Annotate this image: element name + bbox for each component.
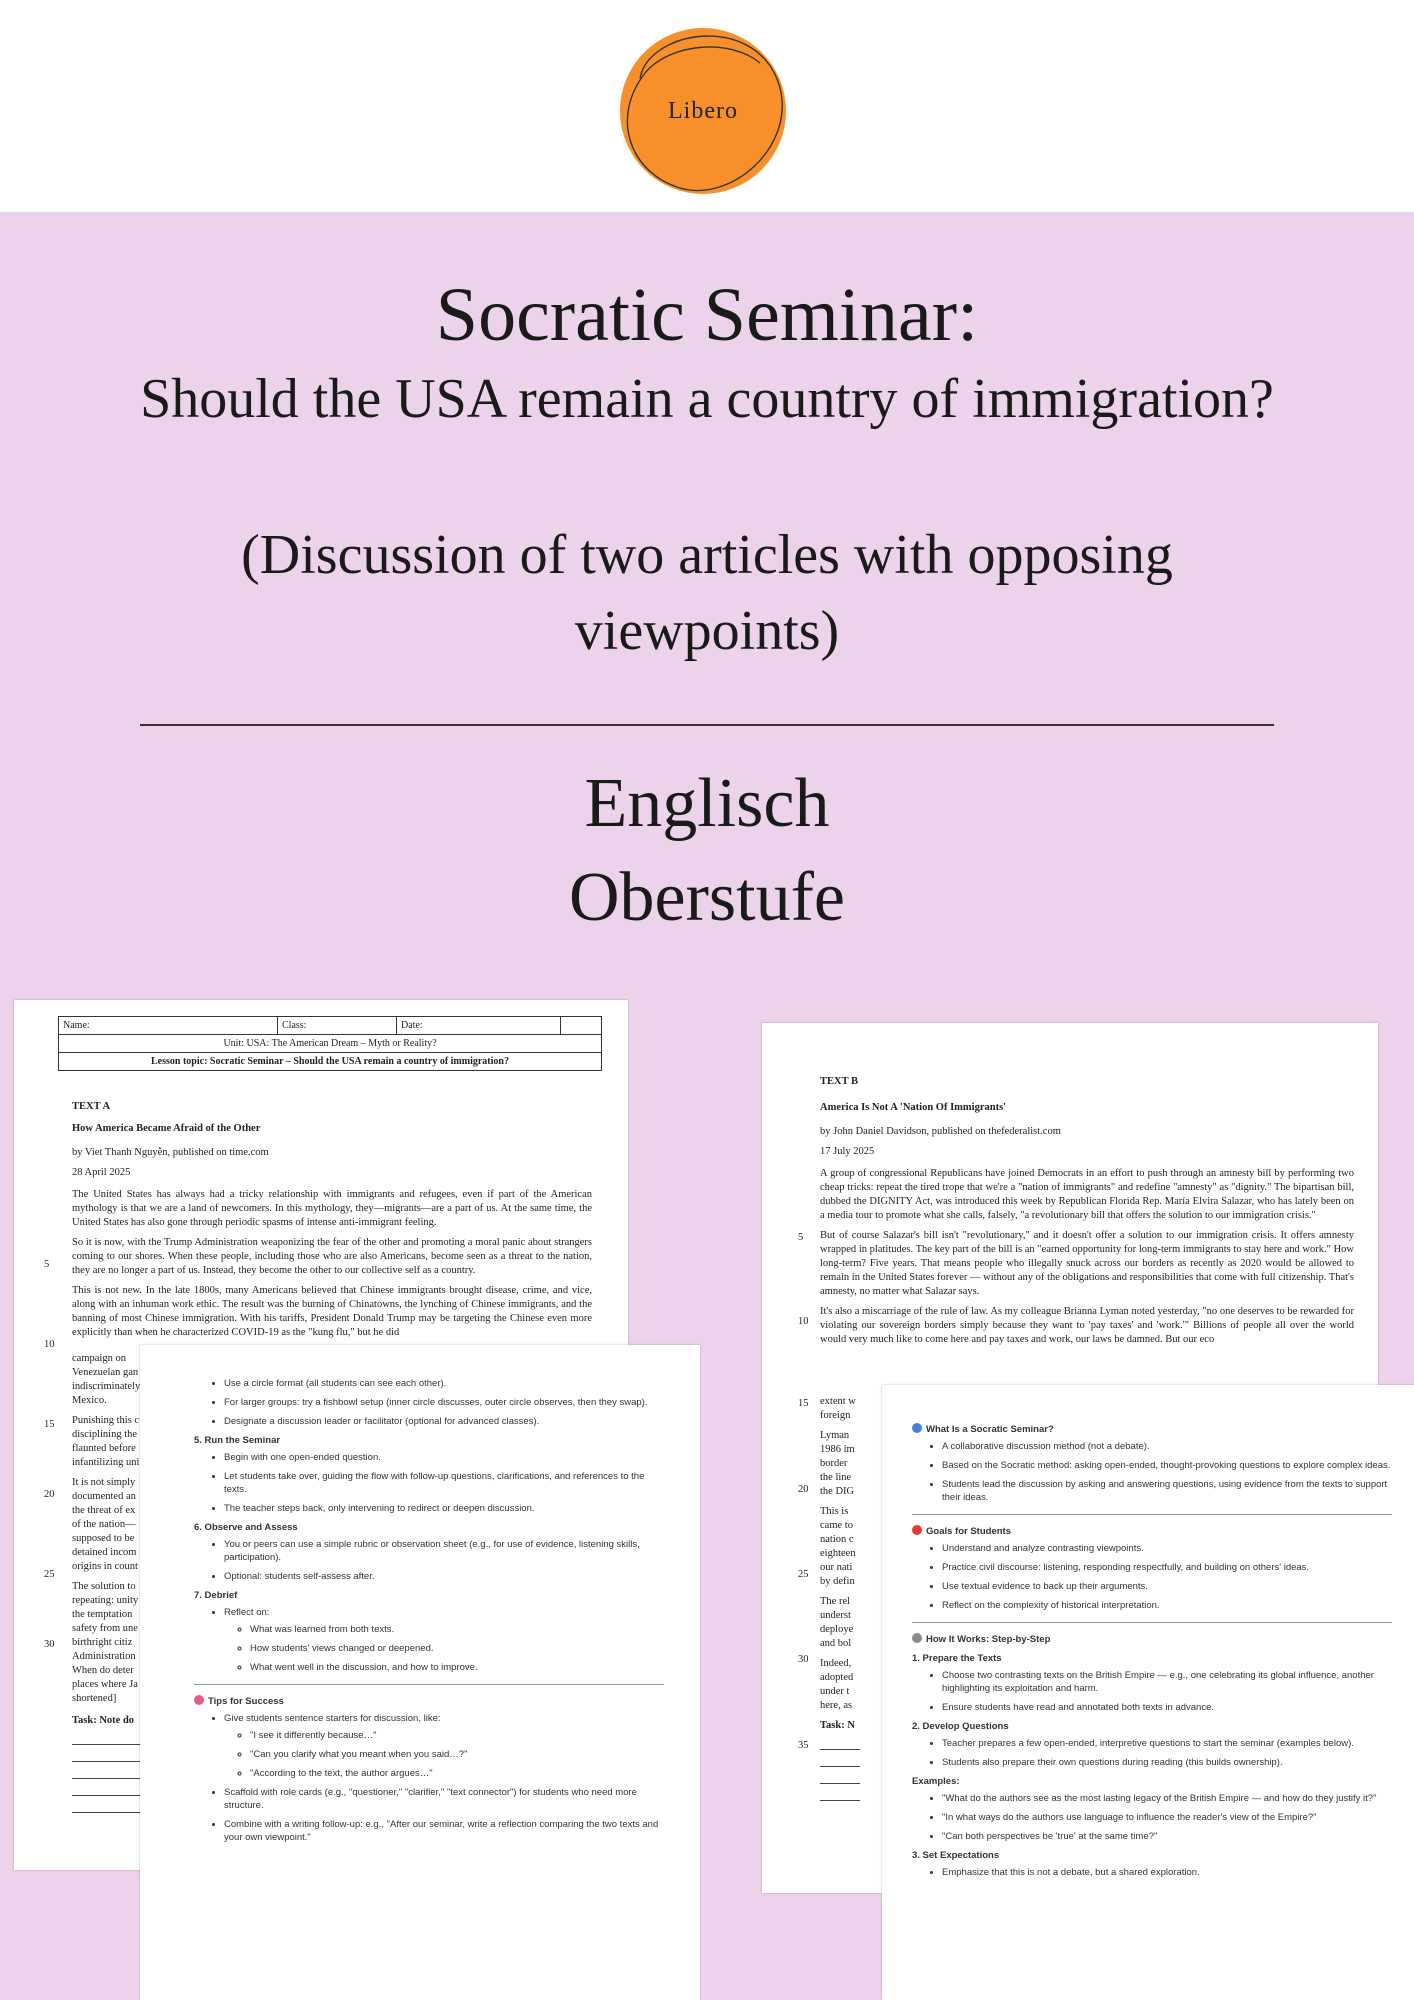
fragment: Mexico. [72,1395,107,1406]
list-item: • Reflect on the complexity of historical interpretation. [942,1599,1392,1612]
target-icon [912,1525,922,1535]
fragment: nation c [820,1534,854,1545]
cover-subject-block [0,757,1414,945]
goals-heading [912,1525,1392,1538]
fragment: disciplining the [72,1429,138,1440]
seminar-guide-page-2 [140,1345,700,2000]
text-a-title: How America Became Afraid of the Other [72,1123,261,1134]
fragment: repeating: unity [72,1595,139,1606]
text-a-date: 28 April 2025 [72,1167,131,1178]
fragment: underst [820,1610,851,1621]
text-b-byline: by John Daniel Davidson, published on thefederalist.com [820,1126,1061,1137]
wrench-icon [912,1633,922,1643]
fragment: indiscriminately [72,1381,141,1392]
step-heading: 1. Prepare the Texts [912,1653,1002,1664]
guide-1-body [912,1417,1392,1885]
goals-title: Goals for Students [926,1526,1011,1537]
line-number: 25 [44,1569,55,1580]
run-list [194,1451,664,1515]
fragment: the temptation [72,1609,133,1620]
answer-line [820,1783,860,1784]
text-b-body [820,1075,1354,1353]
line-number: 30 [798,1654,809,1665]
list-item: • For larger groups: try a fishbowl setup (inner circle discusses, outer circle observes, then they swap). [224,1396,664,1409]
line-number: 15 [44,1419,55,1430]
cover-subtitle: Should the USA remain a country of immigration? [140,368,1274,430]
list-item: • Use a circle format (all students can see each other). [224,1377,664,1390]
fragment: It is not simply [72,1477,136,1488]
fragment: came to [820,1520,853,1531]
fragment: the threat of ex [72,1505,136,1516]
fragment: the DIG [820,1486,855,1497]
magnifier-icon [912,1423,922,1433]
sub-item: ◦ How students' views changed or deepened. [250,1642,664,1655]
text-b-paragraph: It's also a miscarriage of the rule of law. As my colleague Brianna Lyman noted yesterday, "no one deserves to be rewarded for violating our sovereign borders simply because they want to 'pay taxes' and 'work.'" Billions of people all over the world would very much like to come here and pay taxes and work, our laws be damned. But our eco [820,1306,1354,1345]
cover-note-line2: viewpoints) [574,600,840,662]
fragment: The rel [820,1596,851,1607]
list-item-label: Give students sentence starters for discussion, like: [224,1713,441,1724]
what-list [912,1440,1392,1504]
list-item: • Practice civil discourse: listening, responding respectfully, and building on others' ideas. [942,1561,1392,1574]
text-b-date: 17 July 2025 [820,1146,875,1157]
text-b-fragments [820,1395,880,1801]
divider [140,724,1274,726]
fragment: Administration [72,1651,136,1662]
list-item: • Let students take over, guiding the flow with follow-up questions, clarifications, and references to the texts. [224,1470,664,1496]
fragment: campaign on [72,1353,126,1364]
section-heading: 6. Observe and Assess [194,1522,298,1533]
lesson-row: Lesson topic: Socratic Seminar – Should the USA remain a country of immigration? [59,1053,602,1071]
list-item: • Designate a discussion leader or facilitator (optional for advanced classes). [224,1415,664,1428]
section-heading: 7. Debrief [194,1590,238,1601]
text-b-task: Task: N [820,1720,855,1731]
answer-line [820,1749,860,1750]
fragment: deploye [820,1624,854,1635]
goals-list [912,1542,1392,1612]
line-number: 30 [44,1639,55,1650]
cover-subject: Englisch [584,765,830,842]
examples-list [912,1792,1392,1843]
fragment: our nati [820,1562,853,1573]
fragment: by defin [820,1576,855,1587]
text-b-paragraph: But of course Salazar's bill isn't "revolutionary," and it doesn't offer a solution to our immigration crisis. It offers amnesty wrapped in platitudes. The key part of the bill is an "earned opportunity for long-term immigrants to stay here and work." How long-term? Five years. That means people who illegally snuck across our borders as recently as 2020 would be allowed to remain in the United States forever — without any of the obligations and responsibilities that come with full citizenship. That's amnesty, no matter what Salazar says. [820,1230,1354,1297]
tips-list [194,1712,664,1844]
guide-2-body [194,1375,664,1850]
seminar-guide-page-1 [882,1385,1414,2000]
sub-item: ◦ "According to the text, the author argues…" [250,1767,664,1780]
fragment: When do deter [72,1665,134,1676]
fragment: birthright citiz [72,1637,133,1648]
fragment: origins in count [72,1561,138,1572]
cover-note [0,517,1414,669]
line-number: 10 [798,1316,809,1327]
list-item: • A collaborative discussion method (not a debate). [942,1440,1392,1453]
list-item: • Ensure students have read and annotated both texts in advance. [942,1701,1392,1714]
fragment: documented an [72,1491,136,1502]
text-a-paragraph: So it is now, with the Trump Administration weaponizing the fear of the other and promoting a moral panic about strangers coming to our shores. When these people, including those who are also Americans, become seen as a threat to the nation, they are no longer a part of us. Instead, they become the other to our collective self as a country. [72,1237,592,1276]
fragment: places where Ja [72,1679,138,1690]
text-b-title: America Is Not A 'Nation Of Immigrants' [820,1102,1007,1113]
fragment: safety from une [72,1623,138,1634]
line-number: 5 [798,1232,804,1243]
sub-item: ◦ "Can you clarify what you meant when you said…?" [250,1748,664,1761]
debrief-sublist [224,1623,664,1674]
step2-list [912,1737,1392,1769]
line-number: 25 [798,1569,809,1580]
sub-item: ◦ What went well in the discussion, and how to improve. [250,1661,664,1674]
date-field: Date: [397,1017,561,1035]
list-item: • "What do the authors see as the most lasting legacy of the British Empire — and how do they justify it?" [942,1792,1392,1805]
fragment: and bol [820,1638,852,1649]
divider [912,1622,1392,1623]
divider [194,1684,664,1685]
answer-line [820,1800,860,1801]
fragment: Venezuelan gan [72,1367,139,1378]
list-item: • Choose two contrasting texts on the British Empire — e.g., one celebrating its global influence, another highlighting its exploitation and harm. [942,1669,1392,1695]
debrief-list [194,1606,664,1674]
worksheet-header-table [58,1016,602,1071]
what-title: What Is a Socratic Seminar? [926,1424,1054,1435]
fragment: border [820,1458,848,1469]
blank-field [561,1017,602,1035]
fragment: shortened] [72,1693,117,1704]
text-a-task: Task: Note do [72,1715,135,1726]
line-number: 5 [44,1259,50,1270]
list-item: • Teacher prepares a few open-ended, interpretive questions to start the seminar (examples below). [942,1737,1392,1750]
list-item: • Use textual evidence to back up their arguments. [942,1580,1392,1593]
list-item: • "Can both perspectives be 'true' at the same time?" [942,1830,1392,1843]
fragment: detained incom [72,1547,137,1558]
fragment: The solution to [72,1581,136,1592]
list-item: • Based on the Socratic method: asking open-ended, thought-provoking questions to explore complex ideas. [942,1459,1392,1472]
list-item: • Students lead the discussion by asking and answering questions, using evidence from the texts to support their ideas. [942,1478,1392,1504]
fragment: infantilizing uni [72,1457,140,1468]
line-number: 35 [798,1740,809,1751]
unit-row: Unit: USA: The American Dream – Myth or Reality? [59,1035,602,1053]
tips-title: Tips for Success [208,1696,284,1707]
fragment: Punishing this c [72,1415,140,1426]
fragment: eighteen [820,1548,856,1559]
fragment: 1986 im [820,1444,855,1455]
section-heading: 5. Run the Seminar [194,1435,281,1446]
sub-item: ◦ "I see it differently because…" [250,1729,664,1742]
step1-list [912,1669,1392,1714]
fragment: extent w [820,1396,856,1407]
setup-list [194,1377,664,1428]
text-b-paragraph: A group of congressional Republicans have joined Democrats in an effort to push through an amnesty bill by performing two cheap tricks: repeat the tired trope that we're a "nation of immigrants" and redefine "amnesty" as "dignity." The bipartisan bill, dubbed the DIGNITY Act, was introduced this week by Republican Florida Rep. María Elvira Salazar, who has lately been on a media tour to promote what she calls, falsely, "a revolutionary bill that offers the solution to our immigration crisis." [820,1168,1354,1221]
fragment: adopted [820,1672,854,1683]
cover-level: Oberstufe [568,859,845,936]
sub-item: ◦ What was learned from both texts. [250,1623,664,1636]
list-item: • You or peers can use a simple rubric or observation sheet (e.g., for use of evidence, listening skills, participation). [224,1538,664,1564]
list-item [224,1606,664,1674]
list-item: • Students also prepare their own questions during reading (this builds ownership). [942,1756,1392,1769]
fragment: This is [820,1506,849,1517]
fragment: the line [820,1472,852,1483]
name-field: Name: [59,1017,278,1035]
text-a-byline: by Viet Thanh Nguyễn, published on time.com [72,1147,269,1158]
fragment: Indeed, [820,1658,852,1669]
fragment: of the nation— [72,1519,136,1530]
list-item: • Scaffold with role cards (e.g., "questioner," "clarifier," "text connector") for students who need more structure. [224,1786,664,1812]
assess-list [194,1538,664,1583]
fragment: foreign [820,1410,851,1421]
libero-logo [620,28,786,194]
fragment: here, as [820,1700,853,1711]
how-title: How It Works: Step-by-Step [926,1634,1051,1645]
list-item-label: Reflect on: [224,1607,270,1618]
text-a-body [72,1100,592,1346]
fragment: under t [820,1686,850,1697]
fragment: flaunted before [72,1443,136,1454]
step-heading: 2. Develop Questions [912,1721,1009,1732]
starters-sublist [224,1729,664,1780]
line-number: 15 [798,1398,809,1409]
brain-icon [194,1695,204,1705]
list-item: • "In what ways do the authors use language to influence the reader's view of the Empire?" [942,1811,1392,1824]
text-a-paragraph: This is not new. In the late 1800s, many Americans believed that Chinese immigrants brought disease, crime, and vice, along with an inhuman work ethic. The result was the burning of Chinatowns, the lynching of Chinese immigrants, and the banning of most Chinese immigration. With his tariffs, President Donald Trump may be targeting the Chinese even more explicitly than when he characterized COVID-19 as the "kung flu," but he did [72,1285,592,1338]
logo-band [0,0,1414,212]
list-item: • The teacher steps back, only intervening to redirect or deepen discussion. [224,1502,664,1515]
list-item: • Begin with one open-ended question. [224,1451,664,1464]
what-heading [912,1423,1392,1436]
answer-line [820,1766,860,1767]
logo-scribble-icon [610,18,796,204]
tips-heading [194,1695,664,1708]
text-a-label: TEXT A [72,1101,111,1112]
text-b-label: TEXT B [820,1076,859,1087]
step3-list [912,1866,1392,1879]
text-a-paragraph: The United States has always had a tricky relationship with immigrants and refugees, even if part of the American mythology is that we are a land of newcomers. In this mythology, they—migrants—are a part of us. At the same time, the United States has also gone through periodic spasms of intense anti-immigrant feeling. [72,1189,592,1228]
list-item: • Optional: students self-assess after. [224,1570,664,1583]
cover-title: Socratic Seminar: [435,273,979,357]
logo-text: Libero [668,97,738,124]
line-number: 20 [44,1489,55,1500]
how-heading [912,1633,1392,1646]
line-number: 10 [44,1339,55,1350]
divider [912,1514,1392,1515]
step-heading: 3. Set Expectations [912,1850,1000,1861]
list-item [224,1712,664,1780]
line-number: 20 [798,1484,809,1495]
list-item: • Understand and analyze contrasting viewpoints. [942,1542,1392,1555]
list-item: • Emphasize that this is not a debate, but a shared exploration. [942,1866,1392,1879]
fragment: supposed to be [72,1533,135,1544]
fragment: Lyman [820,1430,850,1441]
cover-note-line1: (Discussion of two articles with opposing [241,524,1173,586]
examples-heading: Examples: [912,1776,960,1787]
list-item: • Combine with a writing follow-up: e.g., "After our seminar, write a reflection comparing the two texts and your own viewpoint." [224,1818,664,1844]
class-field: Class: [278,1017,397,1035]
